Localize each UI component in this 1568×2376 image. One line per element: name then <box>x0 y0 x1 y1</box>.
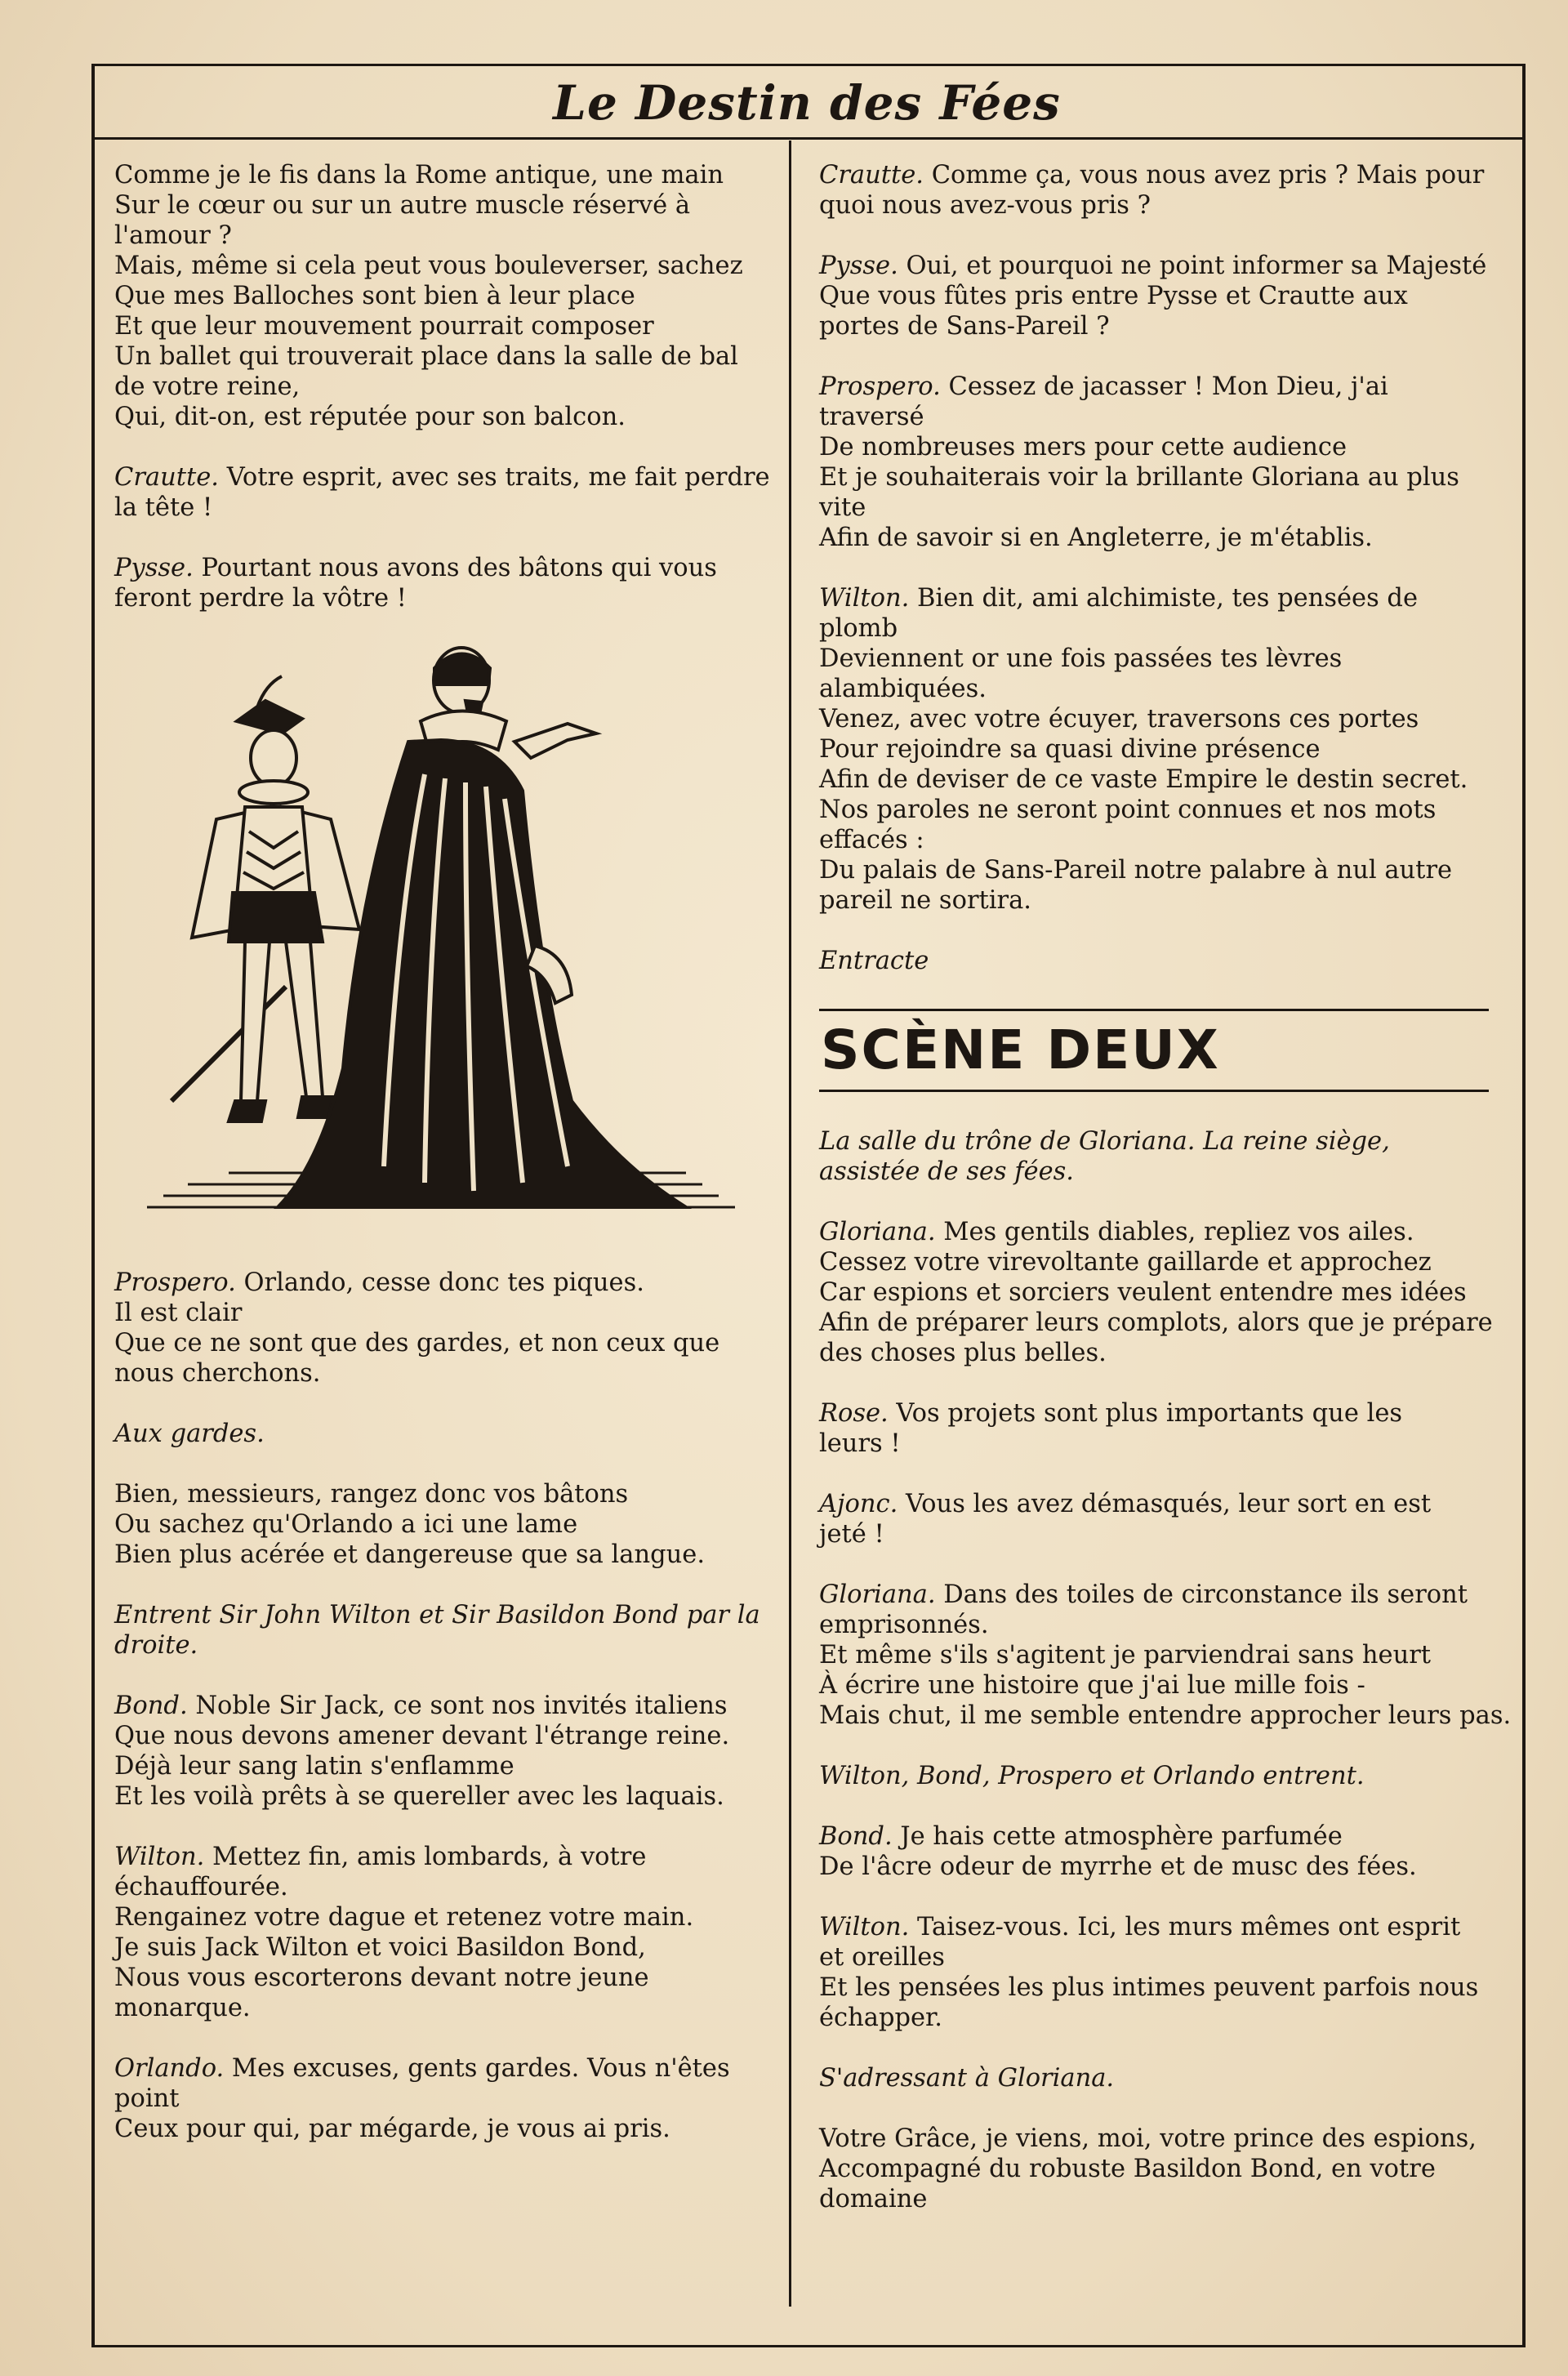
dialogue-text: Cessez votre virevoltante gaillarde et approchez <box>819 1248 1432 1277</box>
dialogue-text: Que ce ne sont que des gardes, et non ceux que <box>114 1329 720 1357</box>
dialogue-block <box>114 462 768 523</box>
dialogue-block <box>114 1691 768 1812</box>
dialogue-text: Afin de deviser de ce vaste Empire le destin secret. <box>819 765 1468 794</box>
dialogue-text: alambiquées. <box>819 675 987 703</box>
illustration <box>114 644 768 1232</box>
scene-rule-bottom <box>819 1090 1489 1092</box>
dialogue-text: Mes excuses, gents gardes. Vous n'êtes <box>224 2054 730 2083</box>
dialogue-text: Mais chut, il me semble entendre approcher leurs pas. <box>819 1701 1512 1730</box>
dialogue-text: Il est clair <box>114 1299 243 1327</box>
dialogue-line <box>114 160 768 190</box>
speaker-name: Bond. <box>114 1692 188 1720</box>
speaker-name: Crautte. <box>819 161 924 189</box>
dialogue-text: effacés : <box>819 826 924 854</box>
dialogue-line <box>114 402 768 432</box>
dialogue-block <box>114 2053 768 2144</box>
dialogue-line <box>819 613 1497 644</box>
dialogue-line <box>114 1751 768 1781</box>
dialogue-line <box>819 704 1497 734</box>
dialogue-block <box>114 1842 768 2023</box>
dialogue-line <box>819 281 1497 311</box>
dialogue-block <box>819 1489 1497 1549</box>
dialogue-line <box>819 1429 1497 1459</box>
right-column <box>819 160 1512 2244</box>
dialogue-line <box>114 1993 768 2023</box>
dialogue-line <box>114 462 768 493</box>
dialogue-text: Vos projets sont plus importants que les <box>888 1399 1403 1428</box>
dialogue-line <box>819 885 1497 916</box>
dialogue-line <box>114 221 768 251</box>
dialogue-line <box>819 1821 1497 1852</box>
dialogue-text: monarque. <box>114 1994 251 2022</box>
dialogue-text: la tête ! <box>114 493 213 522</box>
speaker-name: Prospero. <box>819 372 941 401</box>
dialogue-text: Taisez-vous. Ici, les murs mêmes ont esprit <box>909 1913 1461 1941</box>
dialogue-block <box>819 1821 1497 1882</box>
dialogue-line <box>819 855 1497 885</box>
dialogue-line <box>114 281 768 311</box>
dialogue-line <box>819 825 1497 855</box>
dialogue-text: Bien plus acérée et dangereuse que sa langue. <box>114 1540 706 1569</box>
left-column-text-bottom <box>114 1268 768 2144</box>
dialogue-line <box>819 674 1497 704</box>
dialogue-line <box>114 1328 768 1358</box>
dialogue-line <box>819 160 1497 190</box>
dialogue-line <box>819 1398 1497 1429</box>
stage-direction-text: Aux gardes. <box>114 1420 265 1448</box>
dialogue-block <box>819 1217 1497 1368</box>
dialogue-text: quoi nous avez-vous pris ? <box>819 191 1151 220</box>
dialogue-text: Vous les avez démasqués, leur sort en est <box>898 1490 1432 1518</box>
dialogue-block <box>819 1580 1512 1731</box>
dialogue-line <box>819 523 1497 553</box>
speaker-name: Gloriana. <box>819 1218 936 1246</box>
dialogue-text: échapper. <box>819 2004 942 2032</box>
dialogue-text: traversé <box>819 403 924 431</box>
dialogue-line <box>114 1268 768 1298</box>
stage-direction <box>819 1761 1497 1791</box>
speaker-name: Wilton. <box>819 1913 910 1941</box>
dialogue-text: Noble Sir Jack, ce sont nos invités italiens <box>187 1692 728 1720</box>
dialogue-text: plomb <box>819 614 898 643</box>
dialogue-text: Dans des toiles de circonstance ils seront <box>935 1580 1468 1609</box>
dialogue-line <box>819 372 1497 402</box>
dialogue-text: Déjà leur sang latin s'enflamme <box>114 1752 514 1781</box>
dialogue-block <box>819 2124 1497 2214</box>
stage-direction-text: S'adressant à Gloriana. <box>819 2064 1115 2093</box>
dialogue-text: Afin de préparer leurs complots, alors que je prépare <box>819 1308 1493 1337</box>
dialogue-text: Pour rejoindre sa quasi divine présence <box>819 735 1321 764</box>
dialogue-text: Votre Grâce, je viens, moi, votre prince des espions, <box>819 2124 1477 2153</box>
dialogue-text: Votre esprit, avec ses traits, me fait perdre <box>219 463 770 492</box>
dialogue-text: Comme ça, vous nous avez pris ? Mais pour <box>924 161 1485 189</box>
column-divider <box>789 140 791 2307</box>
left-column <box>114 160 768 2174</box>
dialogue-line <box>819 1580 1497 1610</box>
speaker-name: Ajonc. <box>819 1490 898 1518</box>
speaker-name: Crautte. <box>114 463 220 492</box>
speaker-name: Pysse. <box>114 554 194 582</box>
dialogue-text: De l'âcre odeur de myrrhe et de musc des fées. <box>819 1852 1417 1881</box>
dialogue-line <box>819 1912 1497 1942</box>
dialogue-block <box>819 1398 1497 1459</box>
speaker-name: Rose. <box>819 1399 889 1428</box>
dialogue-text: Pourtant nous avons des bâtons qui vous <box>193 554 717 582</box>
dialogue-text: Et les voilà prêts à se quereller avec les laquais. <box>114 1782 724 1811</box>
left-column-text-top <box>114 160 768 613</box>
dialogue-line <box>819 1852 1497 1882</box>
dialogue-text: Nos paroles ne seront point connues et nos mots <box>819 796 1437 824</box>
dialogue-line <box>819 493 1497 523</box>
dialogue-line <box>819 2184 1497 2214</box>
dialogue-text: Mais, même si cela peut vous bouleverser, sachez <box>114 252 743 280</box>
speaker-name: Wilton. <box>114 1843 205 1871</box>
dialogue-text: feront perdre la vôtre ! <box>114 584 407 613</box>
dialogue-line <box>819 311 1497 341</box>
dialogue-text: Et les pensées les plus intimes peuvent parfois nous <box>819 1973 1479 2002</box>
dialogue-line <box>819 795 1497 825</box>
prospero-and-orlando-engraving-icon <box>114 644 768 1232</box>
dialogue-text: Nous vous escorterons devant notre jeune <box>114 1964 649 1992</box>
dialogue-line <box>114 1842 768 1872</box>
dialogue-line <box>114 1298 768 1328</box>
dialogue-line <box>819 1640 1497 1670</box>
dialogue-text: Orlando, cesse donc tes piques. <box>235 1268 644 1297</box>
dialogue-text: Bien, messieurs, rangez donc vos bâtons <box>114 1480 629 1509</box>
dialogue-text: nous cherchons. <box>114 1359 321 1388</box>
scene-heading: SCÈNE DEUX <box>821 1019 1220 1081</box>
dialogue-text: Sur le cœur ou sur un autre muscle réservé à <box>114 191 690 220</box>
dialogue-text: Afin de savoir si en Angleterre, je m'établis. <box>819 524 1373 552</box>
dialogue-line <box>114 1691 768 1721</box>
dialogue-line <box>819 1519 1497 1549</box>
dialogue-line <box>819 432 1497 462</box>
dialogue-block <box>114 553 768 613</box>
dialogue-text: À écrire une histoire que j'ai lue mille fois - <box>819 1671 1365 1700</box>
dialogue-line <box>819 765 1497 795</box>
dialogue-line <box>114 341 768 372</box>
dialogue-text: Ou sachez qu'Orlando a ici une lame <box>114 1510 578 1539</box>
dialogue-line <box>819 734 1497 765</box>
dialogue-line <box>819 2154 1497 2184</box>
dialogue-block <box>114 160 768 432</box>
dialogue-line <box>819 462 1497 493</box>
title-rule <box>91 137 1522 140</box>
dialogue-text: Accompagné du robuste Basildon Bond, en votre <box>819 2155 1436 2183</box>
dialogue-text: Mettez fin, amis lombards, à votre <box>204 1843 647 1871</box>
dialogue-line <box>114 1872 768 1902</box>
dialogue-line <box>114 553 768 583</box>
dialogue-text: portes de Sans-Pareil ? <box>819 312 1110 341</box>
dialogue-text: Et que leur mouvement pourrait composer <box>114 312 654 341</box>
dialogue-line <box>819 1338 1497 1368</box>
dialogue-text: Oui, et pourquoi ne point informer sa Majesté <box>898 252 1487 280</box>
dialogue-line <box>114 2084 768 2114</box>
dialogue-line <box>114 1479 768 1509</box>
dialogue-line <box>819 402 1497 432</box>
stage-direction-text: Entracte <box>819 947 929 975</box>
stage-direction-text: La salle du trône de Gloriana. La reine siège, assistée de ses fées. <box>819 1127 1390 1186</box>
dialogue-line <box>819 583 1497 613</box>
right-column-text-bottom <box>819 1126 1512 2214</box>
right-column-text-top <box>819 160 1497 976</box>
dialogue-line <box>114 311 768 341</box>
dialogue-line <box>819 2003 1497 2033</box>
dialogue-block <box>819 372 1497 553</box>
dialogue-text: Bien dit, ami alchimiste, tes pensées de <box>909 584 1418 613</box>
dialogue-line <box>819 190 1497 221</box>
stage-direction <box>114 1419 768 1449</box>
dialogue-line <box>819 2124 1497 2154</box>
dialogue-text: Je hais cette atmosphère parfumée <box>892 1822 1343 1851</box>
dialogue-text: leurs ! <box>819 1429 901 1458</box>
dialogue-text: de votre reine, <box>114 372 301 401</box>
dialogue-text: Du palais de Sans-Pareil notre palabre à nul autre <box>819 856 1453 885</box>
dialogue-text: jeté ! <box>819 1520 884 1549</box>
speaker-name: Bond. <box>819 1822 893 1851</box>
dialogue-text: Deviennent or une fois passées tes lèvres <box>819 644 1343 673</box>
dialogue-line <box>819 1217 1497 1247</box>
speaker-name: Wilton. <box>819 584 910 613</box>
dialogue-line <box>114 1902 768 1932</box>
dialogue-text: emprisonnés. <box>819 1611 989 1639</box>
dialogue-line <box>819 1489 1497 1519</box>
dialogue-text: des choses plus belles. <box>819 1339 1107 1367</box>
dialogue-text: Qui, dit-on, est réputée pour son balcon. <box>114 403 626 431</box>
dialogue-line <box>114 372 768 402</box>
stage-direction <box>819 1126 1497 1187</box>
speaker-name: Prospero. <box>114 1268 236 1297</box>
dialogue-block <box>114 1479 768 1570</box>
dialogue-text: Venez, avec votre écuyer, traversons ces portes <box>819 705 1419 733</box>
dialogue-text: Cessez de jacasser ! Mon Dieu, j'ai <box>940 372 1388 401</box>
dialogue-line <box>819 1973 1497 2003</box>
scene-heading-block <box>819 1009 1497 1092</box>
dialogue-text: domaine <box>819 2185 928 2213</box>
speaker-name: Orlando. <box>114 2054 225 2083</box>
dialogue-line <box>819 1701 1512 1731</box>
dialogue-block <box>819 251 1497 341</box>
dialogue-line <box>819 1942 1497 1973</box>
dialogue-block <box>819 160 1497 221</box>
dialogue-line <box>819 1610 1497 1640</box>
dialogue-text: Car espions et sorciers veulent entendre mes idées <box>819 1278 1467 1307</box>
dialogue-text: Je suis Jack Wilton et voici Basildon Bond, <box>114 1933 646 1962</box>
stage-direction <box>114 1600 768 1661</box>
speaker-name: Pysse. <box>819 252 898 280</box>
dialogue-line <box>114 1540 768 1570</box>
dialogue-block <box>114 1268 768 1389</box>
dialogue-text: pareil ne sortira. <box>819 886 1031 915</box>
dialogue-line <box>819 644 1497 674</box>
dialogue-line <box>114 1781 768 1812</box>
dialogue-line <box>114 251 768 281</box>
dialogue-line <box>819 1247 1497 1277</box>
dialogue-line <box>819 1277 1497 1308</box>
dialogue-text: Que vous fûtes pris entre Pysse et Crautte aux <box>819 282 1408 310</box>
dialogue-text: De nombreuses mers pour cette audience <box>819 433 1347 461</box>
dialogue-block <box>819 583 1497 916</box>
dialogue-line <box>114 1963 768 1993</box>
dialogue-text: Rengainez votre dague et retenez votre main. <box>114 1903 694 1932</box>
stage-direction <box>819 2063 1497 2093</box>
dialogue-text: Comme je le fis dans la Rome antique, une main <box>114 161 724 189</box>
dialogue-text: point <box>114 2084 180 2113</box>
dialogue-text: Mes gentils diables, repliez vos ailes. <box>935 1218 1414 1246</box>
dialogue-line <box>114 1932 768 1963</box>
dialogue-line <box>114 190 768 221</box>
stage-direction <box>819 946 1497 976</box>
dialogue-text: Et je souhaiterais voir la brillante Gloriana au plus <box>819 463 1459 492</box>
stage-direction-text: Wilton, Bond, Prospero et Orlando entrent. <box>819 1762 1365 1790</box>
dialogue-line <box>819 1670 1497 1701</box>
dialogue-line <box>114 2053 768 2084</box>
dialogue-line <box>114 1509 768 1540</box>
dialogue-line <box>819 251 1497 281</box>
dialogue-line <box>114 493 768 523</box>
dialogue-line <box>114 1358 768 1389</box>
dialogue-text: vite <box>819 493 866 522</box>
dialogue-line <box>819 1308 1497 1338</box>
dialogue-text: échauffourée. <box>114 1873 288 1901</box>
dialogue-text: et oreilles <box>819 1943 945 1972</box>
dialogue-text: Ceux pour qui, par mégarde, je vous ai pris. <box>114 2115 670 2143</box>
dialogue-text: Que mes Balloches sont bien à leur place <box>114 282 635 310</box>
page-title: Le Destin des Fées <box>553 75 1061 131</box>
dialogue-text: Et même s'ils s'agitent je parviendrai sans heurt <box>819 1641 1432 1669</box>
dialogue-block <box>819 1912 1497 2033</box>
dialogue-text: Que nous devons amener devant l'étrange reine. <box>114 1722 730 1750</box>
dialogue-text: Un ballet qui trouverait place dans la salle de bal <box>114 342 738 371</box>
speaker-name: Gloriana. <box>819 1580 936 1609</box>
dialogue-line <box>114 583 768 613</box>
dialogue-line <box>114 2114 768 2144</box>
dialogue-line <box>114 1721 768 1751</box>
stage-direction-text: Entrent Sir John Wilton et Sir Basildon Bond par la droite. <box>114 1601 760 1660</box>
dialogue-text: l'amour ? <box>114 221 232 250</box>
